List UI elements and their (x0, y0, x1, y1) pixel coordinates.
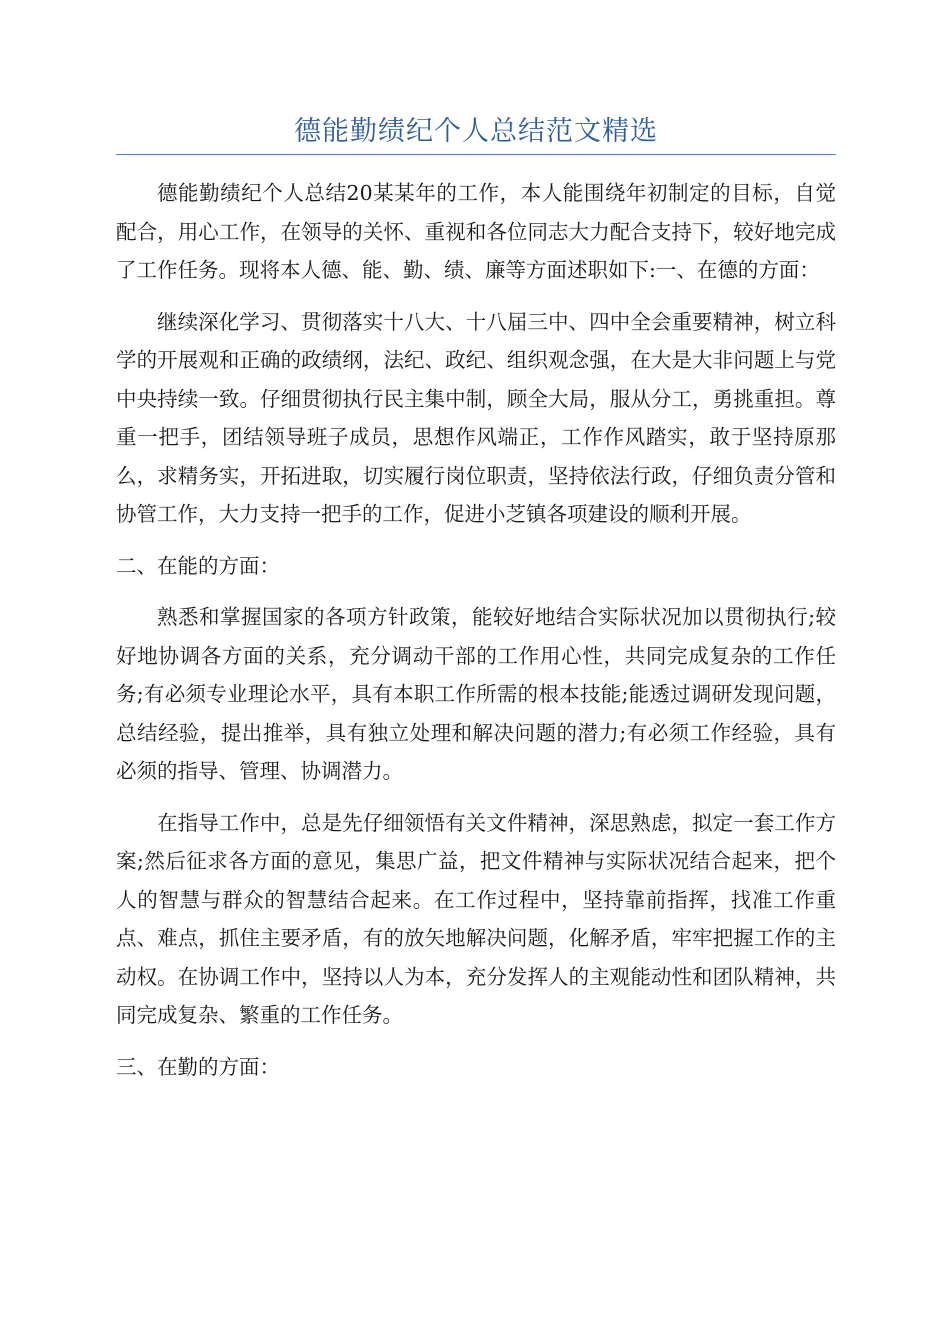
title-underline (116, 154, 836, 155)
section-heading-diligence: 三、在勤的方面： (116, 1054, 280, 1079)
paragraph-virtue: 继续深化学习、贯彻落实十八大、十八届三中、四中全会重要精神，树立科学的开展观和正确的政绩纲，法纪、政纪、组织观念强，在大是大非问题上与党中央持续一致。仔细贯彻执行民主集中制，顾全大局，服从分工，勇挑重担。尊重一把手，团结领导班子成员，思想作风端正，工作作风踏实，敢于坚持原那么，求精务实，开拓进取，切实履行岗位职责，坚持依法行政，仔细负责分管和协管工作，大力支持一把手的工作，促进小芝镇各项建设的顺利开展。 (116, 309, 836, 526)
paragraph-ability: 熟悉和掌握国家的各项方针政策，能较好地结合实际状况加以贯彻执行;较好地协调各方面的关系，充分调动干部的工作用心性，共同完成复杂的工作任务;有必须专业理论水平，具有本职工作所需的根本技能;能透过调研发现问题，总结经验，提出推举，具有独立处理和解决问题的潜力;有必须工作经验，具有必须的指导、管理、协调潜力。 (116, 605, 836, 783)
paragraph-guidance: 在指导工作中，总是先仔细领悟有关文件精神，深思熟虑，拟定一套工作方案;然后征求各方面的意见，集思广益，把文件精神与实际状况结合起来，把个人的智慧与群众的智慧结合起来。在工作过程中，坚持靠前指挥，找准工作重点、难点，抓住主要矛盾，有的放矢地解决问题，化解矛盾，牢牢把握工作的主动权。在协调工作中，坚持以人为本，充分发挥人的主观能动性和团队精神，共同完成复杂、繁重的工作任务。 (116, 810, 836, 1027)
document-title: 德能勤绩纪个人总结范文精选 (294, 116, 658, 147)
document-body (116, 174, 836, 1099)
section-heading-ability: 二、在能的方面： (116, 553, 280, 578)
paragraph-intro: 德能勤绩纪个人总结20某某年的工作，本人能围绕年初制定的目标，自觉配合，用心工作，在领导的关怀、重视和各位同志大力配合支持下，较好地完成了工作任务。现将本人德、能、勤、绩、廉等方面述职如下:一、在德的方面： (116, 181, 836, 282)
